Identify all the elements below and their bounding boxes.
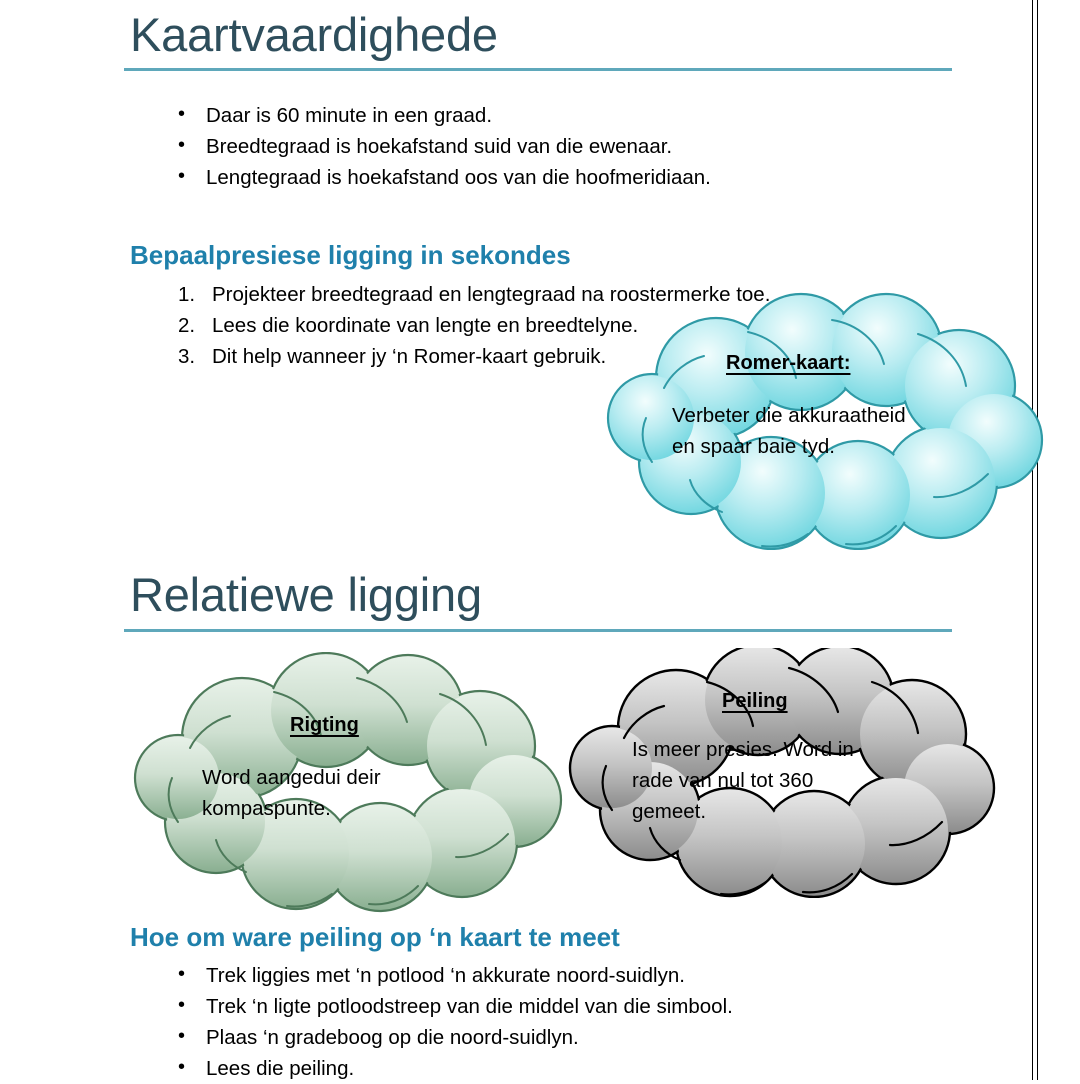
cloud-title-peiling: Peiling <box>722 690 788 712</box>
cloud-title-romer-kaart: Romer-kaart: <box>726 352 851 374</box>
cloud-body-line: Word aangedui deir <box>202 766 381 789</box>
cloud-shape-peiling <box>560 648 1000 898</box>
list-item <box>160 100 711 131</box>
list-item-text: Trek ‘n ligte potloodstreep van die middel van die simbool. <box>206 995 733 1018</box>
cloud-shape-romer-kaart <box>596 290 1046 550</box>
list-item-text: Breedtegraad is hoekafstand suid van die ewenaar. <box>206 135 673 158</box>
list-item-text: Projekteer breedtegraad en lengtegraad na roostermerke toe. <box>212 283 771 306</box>
list-item <box>160 162 711 193</box>
page-title-relatiewe-ligging: Relatiewe ligging <box>130 568 482 621</box>
list-item <box>160 1053 733 1084</box>
cloud-body-line: gemeet. <box>632 800 707 823</box>
cloud-body-line: kompaspunte. <box>202 797 331 820</box>
cloud-body-line: en spaar baie tyd. <box>672 435 835 458</box>
list-item <box>160 991 733 1022</box>
list-item-text: Lees die koordinate van lengte en breedtelyne. <box>212 314 639 337</box>
bullet-list-kaartvaardighede <box>160 100 711 193</box>
cloud-body-line: rade van nul tot 360 <box>632 769 814 792</box>
list-item <box>160 1022 733 1053</box>
list-item-text: Trek liggies met ‘n potlood ‘n akkurate noord-suidlyn. <box>206 964 685 987</box>
cloud-body-line: Verbeter die akkuraatheid <box>672 404 906 427</box>
subheading-hoe-om-ware-peiling: Hoe om ware peiling op ‘n kaart te meet <box>130 922 620 952</box>
page-title-kaartvaardighede: Kaartvaardighede <box>130 8 498 61</box>
list-item-text: Daar is 60 minute in een graad. <box>206 104 493 127</box>
list-item <box>160 131 711 162</box>
title-rule-relatiewe-ligging <box>124 629 952 632</box>
subheading-bepaalpresiese-ligging: Bepaalpresiese ligging in sekondes <box>130 240 571 270</box>
bullet-list-hoe-om-ware-peiling <box>160 960 733 1084</box>
list-item-text: Dit help wanneer jy ‘n Romer-kaart gebruik. <box>212 345 607 368</box>
list-item-text: Lengtegraad is hoekafstand oos van die hoofmeridiaan. <box>206 166 711 189</box>
cloud-shape-rigting <box>124 652 564 914</box>
list-item-text: Lees die peiling. <box>206 1057 355 1080</box>
cloud-title-rigting: Rigting <box>290 714 359 736</box>
title-rule-kaartvaardighede <box>124 68 952 71</box>
list-item <box>160 960 733 991</box>
list-item-text: Plaas ‘n gradeboog op die noord-suidlyn. <box>206 1026 579 1049</box>
cloud-body-line: Is meer presies. Word in <box>632 738 854 761</box>
